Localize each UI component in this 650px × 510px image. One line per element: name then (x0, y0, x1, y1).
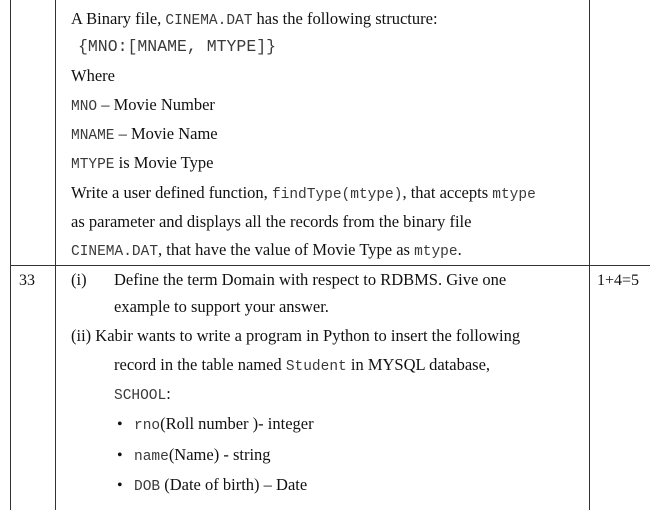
mno-definition: MNO – Movie Number (71, 95, 215, 115)
task-line-1: Write a user defined function, findType(mtype), that accepts mtype (71, 183, 536, 203)
table-border-left (10, 0, 11, 510)
marks-allocation: 1+4=5 (597, 272, 640, 289)
table-name: Student (285, 359, 347, 375)
task-line-2: as parameter and displays all the records from the binary file (71, 212, 472, 231)
part-2-line-2: record in the table named Student in MYSQL database, (114, 355, 491, 375)
part-2-label: (ii) (71, 326, 92, 345)
table-column-divider-number (55, 0, 56, 510)
question-number: 33 (19, 272, 35, 289)
part-1-line-1: Define the term Domain with respect to RDBMS. Give one (114, 270, 507, 289)
bullet-icon: • (117, 447, 123, 464)
part-2-line-1: (ii) Kabir wants to write a program in Python to insert the following (71, 326, 521, 345)
part-1-label: (i) (71, 270, 87, 289)
filename: CINEMA.DAT (165, 13, 253, 29)
record-structure: {MNO:[MNAME, MTYPE]} (78, 37, 277, 56)
task-line-3: CINEMA.DAT, that have the value of Movie Type as mtype. (71, 240, 462, 260)
part-1-line-2: example to support your answer. (114, 297, 329, 316)
bullet-icon: • (117, 416, 123, 433)
where-label: Where (71, 66, 115, 85)
bullet-icon: • (117, 477, 123, 494)
q32-intro: A Binary file, CINEMA.DAT has the following structure: (71, 9, 438, 29)
database-name: SCHOOL (114, 388, 167, 404)
part-2-line-3: SCHOOL: (114, 384, 171, 404)
mtype-definition: MTYPE is Movie Type (71, 153, 214, 173)
function-name: findType(mtype) (271, 187, 403, 203)
table-column-divider-marks (589, 0, 590, 510)
mname-definition: MNAME – Movie Name (71, 124, 218, 144)
table-row-divider (10, 265, 650, 266)
